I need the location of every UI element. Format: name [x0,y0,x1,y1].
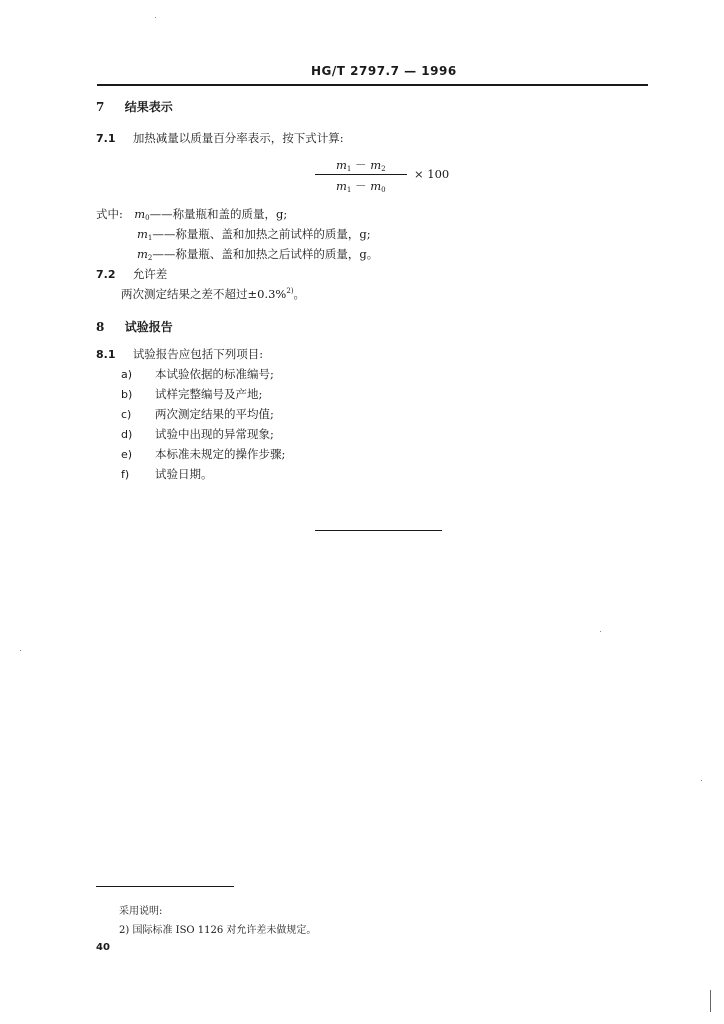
clause-8-1 [96,346,263,362]
footnote-title: 采用说明: [119,906,163,917]
page-number: 40 [96,942,110,953]
clause-7-2-text: 两次测定结果之差不超过±0.3%$^{2)}$。 [121,287,306,301]
footnote-ref: 2) [286,287,294,295]
clause-number: 8.1 [96,348,116,361]
scan-speck [701,780,702,781]
formula-multiplier: × 100 [414,167,450,181]
list-item: f) 试验日期。 [121,467,213,481]
formula-denominator: $m_1 - m_0$ [336,179,386,194]
formula-numerator: $m_1 - m_2$ [336,158,386,173]
clause-number: 7.1 [96,132,116,145]
var-desc: ——称量瓶、盖和加热之后试样的质量，g。 [152,247,379,261]
footnote-text: 2) 国际标准 ISO 1126 对允许差未做规定。 [119,925,317,936]
clause-7-2 [96,266,167,282]
where-line-2: $m_2——$称量瓶、盖和加热之后试样的质量，g。 [137,247,379,262]
list-item: c) 两次测定结果的平均值; [121,407,274,421]
var-desc: ——称量瓶和盖的质量，g; [149,207,288,221]
fraction-bar [315,174,407,175]
var-desc: ——称量瓶、盖和加热之前试样的质量，g; [152,227,371,241]
scan-speck [600,631,601,632]
section-title: 结果表示 [124,100,173,114]
standard-code: HG/T 2797.7 — 1996 [311,64,457,78]
list-item: a) 本试验依据的标准编号; [121,367,274,381]
clause-text: 加热减量以质量百分率表示，按下式计算: [132,131,344,145]
footnote-rule [96,886,234,887]
section-number: 7 [96,100,105,114]
end-rule [315,530,442,531]
scan-edge-mark [710,990,711,1012]
where-line-0: 式中: $m_0——$称量瓶和盖的质量，g; [96,207,288,222]
scan-speck [155,17,156,18]
header-rule [97,84,648,86]
clause-text: 试验报告应包括下列项目: [132,347,264,361]
list-item: d) 试验中出现的异常现象; [121,427,274,441]
section-title: 试验报告 [124,320,173,334]
list-item: b) 试样完整编号及产地; [121,387,263,401]
section-8-heading [96,318,173,335]
scan-speck [20,650,21,651]
list-item: e) 本标准未规定的操作步骤; [121,447,286,461]
where-line-1: $m_1——$称量瓶、盖和加热之前试样的质量，g; [137,227,371,242]
section-7-heading [96,98,173,115]
section-number: 8 [96,320,105,334]
clause-7-1 [96,130,344,146]
where-label: 式中: [96,207,123,221]
clause-title: 允许差 [132,267,168,281]
clause-number: 7.2 [96,268,116,281]
